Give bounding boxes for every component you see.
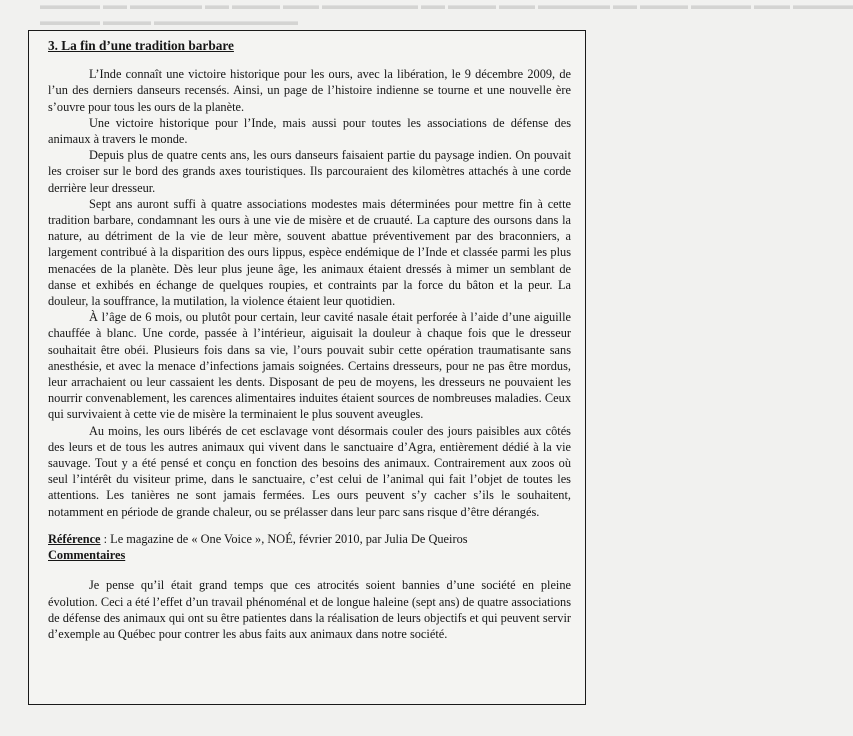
- section-title: 3. La fin d’une tradition barbare: [48, 38, 234, 53]
- paragraph-2: Une victoire historique pour l’Inde, mais aussi pour toutes les associations de défense des animaux à travers le monde.: [48, 115, 571, 147]
- paragraph-1: L’Inde connaît une victoire historique pour les ours, avec la libération, le 9 décembre 2009, de l’un des derniers danseurs recensés. Ainsi, un page de l’histoire indienne se tourne et une nouvelle ère s’ouvre pour tous les ours de la planète.: [48, 67, 571, 114]
- reference-text: : Le magazine de « One Voice », NOÉ, février 2010, par Julia De Queiros: [100, 531, 468, 546]
- paragraph-6: Au moins, les ours libérés de cet esclavage vont désormais couler des jours paisibles aux côtés des leurs et de tous les autres animaux qui vivent dans le sanctuaire d’Agra, entièrement dédié à la vie sauvage. Tout y a été pensé et conçu en fonction des besoins des animaux. Contrairement aux zoos où seul l’intérêt du visiteur prime, dans le sanctuaire, c’est celui de l’animal qui fait l’objet de toutes les attentions. Les tanières ne sont jamais fermées. Les ours peuvent s’y cacher s’ils le souhaitent, notamment en période de grande chaleur, ou se prélasser dans leur parc sans risque d’être dérangés.: [48, 423, 571, 519]
- article-frame: [28, 30, 586, 705]
- paragraph-5: À l’âge de 6 mois, ou plutôt pour certain, leur cavité nasale était perforée à l’aide d’une aiguille chauffée à blanc. Une corde, passée à l’intérieur, aiguisait la douleur à chaque fois que le dresseur souhaitait être obéi. Plusieurs fois dans sa vie, l’ours pouvait subir cette opération traumatisante sans anesthésie, et avec la menace d’infections jamais soignées. Certains dresseurs, pour ne pas être mordus, leur arrachaient ou leur cassaient les dents. Disposant de peu de moyens, les dresseurs ne pouvaient les nourrir convenablement, les carences alimentaires induites étaient sources de nombreuses maladies. Ceux qui survivaient à cette vie de misère la terminaient le plus souvent aveugles.: [48, 310, 571, 422]
- spacer: [48, 520, 571, 531]
- paragraph-3: Depuis plus de quatre cents ans, les ours danseurs faisaient partie du paysage indien. On pouvait les croiser sur le bord des grands axes touristiques. Ils parcouraient des kilomètres attachés à une corde derrière leur dresseur.: [48, 148, 571, 195]
- comment-paragraph: Je pense qu’il était grand temps que ces atrocités soient bannies d’une société en pleine évolution. Ceci a été l’effet d’un travail phénoménal et de longue haleine (sept ans) de quatre associations de défense des animaux qui ont su être patientes dans la réalisation de leurs objectifs et qui peuvent servir d’exemple au Québec pour contrer les abus faits aux animaux dans notre société.: [48, 578, 571, 641]
- reference-line: [48, 531, 571, 547]
- comments-title: Commentaires: [48, 548, 126, 563]
- paragraph-4: Sept ans auront suffi à quatre associations modestes mais déterminées pour mettre fin à cette tradition barbare, condamnant les ours à une vie de misère et de cruauté. La capture des oursons dans la nature, au détriment de la vie de leur mère, souvent abattue préventivement par des braconniers, a largement contribué à la disparition des ours lippus, espèce endémique de l’Inde et classée parmi les plus menacées de la planète. Dès leur plus jeune âge, les animaux étaient dressés à mimer un semblant de danse et exhibés en échange de quelques roupies, et contraints par la force du bâton et la peur. La douleur, la souffrance, la mutilation, la violence étaient leur quotidien.: [48, 196, 571, 309]
- reference-label: Référence: [48, 531, 101, 546]
- bleed-through-text: ▬▬▬▬▬ ▬▬ ▬▬▬▬▬▬ ▬▬ ▬▬▬▬ ▬▬▬ ▬▬▬▬▬▬▬▬ ▬▬ ▬▬▬▬ ▬▬▬ ▬▬▬▬▬▬ ▬▬ ▬▬▬▬ ▬▬▬▬▬ ▬▬▬ ▬▬▬▬▬ ▬▬▬▬▬ ▬▬▬▬ ▬▬▬▬▬▬▬▬▬▬▬▬: [40, 0, 853, 28]
